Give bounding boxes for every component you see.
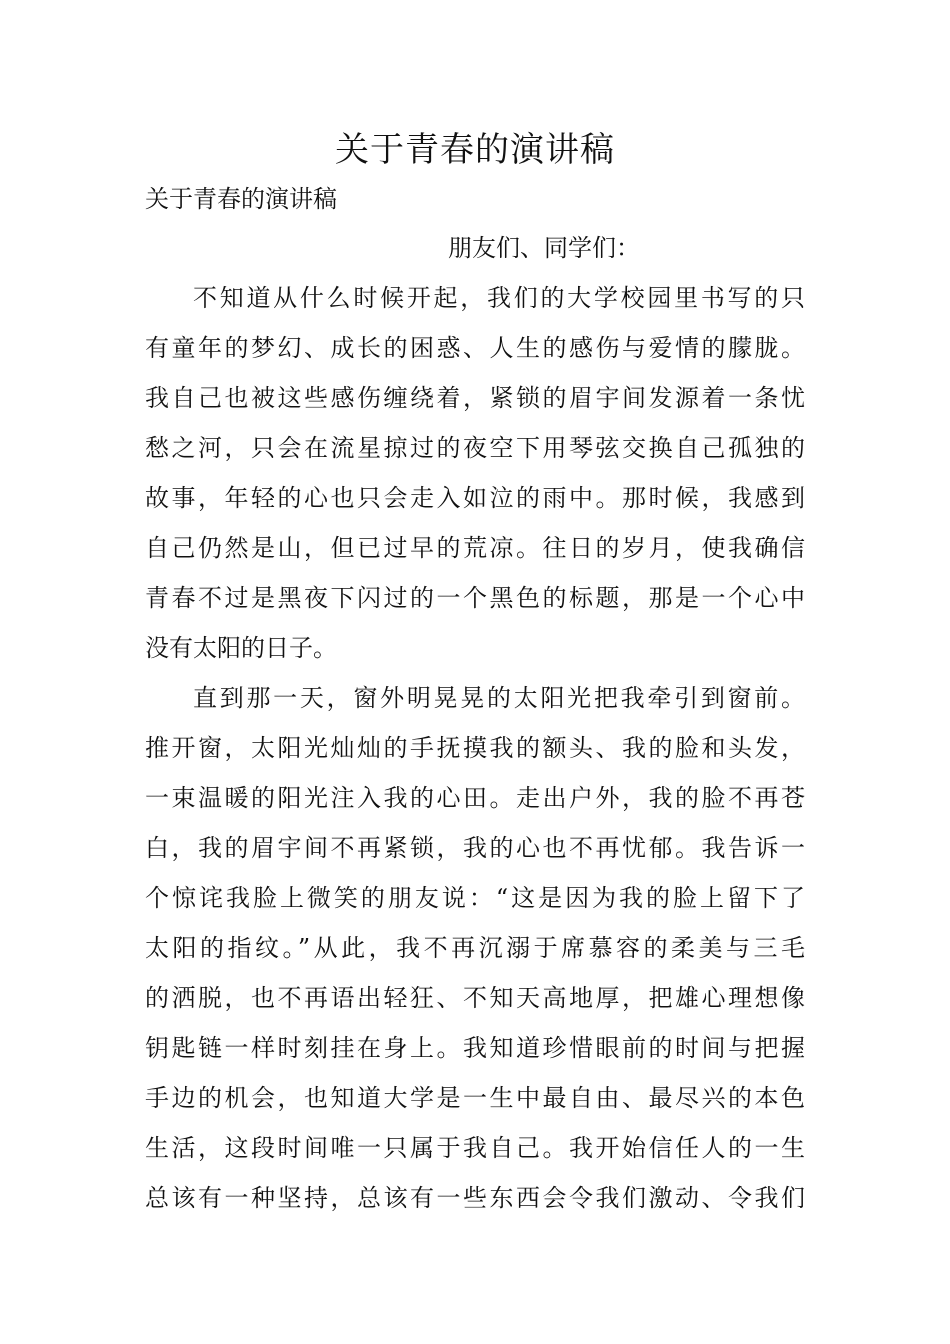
paragraph-line: 我自己也被这些感伤缠绕着，紧锁的眉宇间发源着一条忧 xyxy=(145,384,805,412)
paragraph-line: 手边的机会，也知道大学是一生中最自由、最尽兴的本色 xyxy=(145,1084,805,1112)
paragraph-line: 没有太阳的日子。 xyxy=(145,634,337,662)
paragraph-line: 直到那一天，窗外明晃晃的太阳光把我牵引到窗前。 xyxy=(193,684,805,712)
paragraph-line: 太阳的指纹。”从此，我不再沉溺于席慕容的柔美与三毛 xyxy=(145,934,805,962)
paragraph-line: 白，我的眉宇间不再紧锁，我的心也不再忧郁。我告诉一 xyxy=(145,834,805,862)
document-subtitle: 关于青春的演讲稿 xyxy=(145,185,337,213)
paragraph-line: 自己仍然是山，但已过早的荒凉。往日的岁月，使我确信 xyxy=(145,534,805,562)
salutation: 朋友们、同学们： xyxy=(448,234,640,262)
document-title: 关于青春的演讲稿 xyxy=(335,130,615,170)
paragraph-line: 生活，这段时间唯一只属于我自己。我开始信任人的一生 xyxy=(145,1134,805,1162)
paragraph-line: 钥匙链一样时刻挂在身上。我知道珍惜眼前的时间与把握 xyxy=(145,1034,805,1062)
paragraph-line: 不知道从什么时候开起，我们的大学校园里书写的只 xyxy=(193,284,805,312)
paragraph-line: 有童年的梦幻、成长的困惑、人生的感伤与爱情的朦胧。 xyxy=(145,334,805,362)
paragraph-line: 推开窗，太阳光灿灿的手抚摸我的额头、我的脸和头发， xyxy=(145,734,805,762)
paragraph-line: 青春不过是黑夜下闪过的一个黑色的标题，那是一个心中 xyxy=(145,584,805,612)
paragraph-line: 一束温暖的阳光注入我的心田。走出户外，我的脸不再苍 xyxy=(145,784,805,812)
paragraph-line: 愁之河，只会在流星掠过的夜空下用琴弦交换自己孤独的 xyxy=(145,434,805,462)
paragraph-line: 总该有一种坚持，总该有一些东西会令我们激动、令我们 xyxy=(145,1184,805,1212)
paragraph-line: 的洒脱，也不再语出轻狂、不知天高地厚，把雄心理想像 xyxy=(145,984,805,1012)
paragraph-line: 个惊诧我脸上微笑的朋友说：“这是因为我的脸上留下了 xyxy=(145,884,805,912)
paragraph-line: 故事，年轻的心也只会走入如泣的雨中。那时候，我感到 xyxy=(145,484,805,512)
